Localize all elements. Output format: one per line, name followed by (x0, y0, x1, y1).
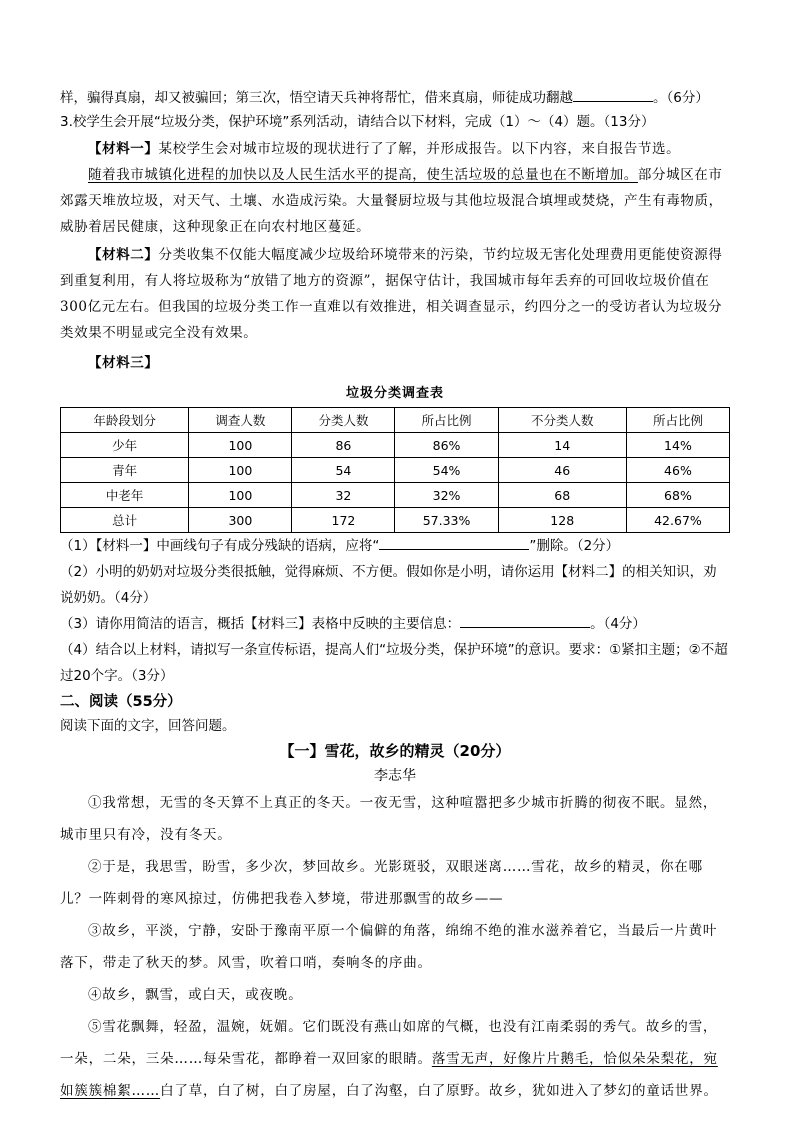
material3-label: 【材料三】 (88, 355, 159, 371)
material1-intro (60, 136, 730, 162)
table-cell: 100 (189, 483, 292, 508)
table-cell: 100 (189, 433, 292, 458)
document-page (60, 86, 730, 1107)
table-title: 垃圾分类调查表 (345, 386, 444, 401)
paragraph-5 (60, 1011, 730, 1107)
sub1-before: （1）【材料一】中画线句子有成分残缺的语病，应将“ (60, 538, 380, 554)
header-cell: 所占比例 (395, 408, 498, 433)
table-cell: 54% (395, 458, 498, 483)
table-cell: 300 (189, 508, 292, 533)
header-cell: 不分类人数 (498, 408, 626, 433)
sub-question-4: （4）结合以上材料，请拟写一条宣传标语，提高人们“垃圾分类，保护环境”的意识。要求：①紧扣主题；②不超过20个字。（3分） (60, 642, 728, 684)
table-cell: 86 (292, 433, 395, 458)
sub-question-3 (60, 611, 730, 637)
material1-body (60, 162, 730, 240)
material2-text: 分类收集不仅能大幅度减少垃圾给环境带来的污染，节约垃圾无害化处理费用更能使资源得到重复利用，有人将垃圾称为“放错了地方的资源”，据保守估计，我国城市每年丢弃的可回收垃圾价值在300亿元左右。但我国的垃圾分类工作一直难以有效推进，相关调查显示，约四分之一的受访者认为垃圾分类效果不明显或完全没有效果。 (60, 247, 723, 341)
intro-text: 样，骗得真扇，却又被骗回；第三次，悟空请天兵神将帮忙，借来真扇，师徒成功翻越 (60, 90, 573, 106)
table-cell: 172 (292, 508, 395, 533)
row-label: 总计 (61, 508, 189, 533)
paragraph-1: ①我常想，无雪的冬天算不上真正的冬天。一夜无雪，这种喧嚣把多少城市折腾的彻夜不眠。显然，城市里只有冷，没有冬天。 (60, 795, 718, 843)
table-cell: 46% (626, 458, 729, 483)
p5-before: ⑤雪花飘舞，轻盈，温婉，妩媚。它们既没有燕山如席的气概，也没有江南柔弱的秀气。故乡的雪，一朵，二朵，三朵……每朵雪花，都睁着一双回家的眼睛。 (60, 1019, 718, 1067)
table-row (61, 483, 730, 508)
intro-score: 。（6分） (653, 90, 709, 106)
row-label: 少年 (61, 433, 189, 458)
sub3-after: 。（4分） (590, 616, 646, 632)
table-cell: 128 (498, 508, 626, 533)
material1-underlined-sentence: 随着我市城镇化进程的加快以及人民生活水平的提高，使生活垃圾的总量也在不断增加。 (88, 167, 638, 183)
question3-stem: 3.校学生会开展“垃圾分类，保护环境”系列活动，请结合以下材料，完成（1）～（4）题。（13分） (60, 114, 655, 130)
survey-table (60, 407, 730, 533)
table-cell: 100 (189, 458, 292, 483)
table-cell: 57.33% (395, 508, 498, 533)
material2-label: 【材料二】 (88, 247, 159, 263)
table-cell: 14% (626, 433, 729, 458)
table-cell: 54 (292, 458, 395, 483)
sub1-after: ”删除。（2分） (529, 538, 620, 554)
header-cell: 调查人数 (189, 408, 292, 433)
intro-line (60, 86, 730, 110)
table-cell: 32% (395, 483, 498, 508)
table-cell: 32 (292, 483, 395, 508)
table-cell: 42.67% (626, 508, 729, 533)
article-title: 【一】雪花，故乡的精灵（20分） (279, 742, 511, 760)
answer-blank-1[interactable] (379, 535, 529, 550)
table-cell: 86% (395, 433, 498, 458)
section2-heading: 二、阅读（55分） (60, 694, 182, 710)
paragraph-2: ②于是，我思雪，盼雪，多少次，梦回故乡。光影斑驳，双眼迷离……雪花，故乡的精灵，你在哪儿？一阵刺骨的寒风掠过，仿佛把我卷入梦境，带进那飘雪的故乡—— (60, 859, 703, 907)
material1-label: 【材料一】 (88, 141, 159, 157)
table-row (61, 508, 730, 533)
p5-after: 白了草，白了树，白了房屋，白了沟壑，白了原野。故乡，犹如进入了梦幻的童话世界。 (160, 1083, 718, 1099)
material2 (60, 242, 730, 346)
answer-blank-3[interactable] (460, 613, 590, 628)
answer-blank-intro[interactable] (573, 87, 653, 102)
paragraph-3: ③故乡，平淡，宁静，安卧于豫南平原一个偏僻的角落，绵绵不绝的淮水滋养着它，当最后一片黄叶落下，带走了秋天的梦。风雪，吹着口哨，奏响冬的序曲。 (60, 923, 718, 971)
table-cell: 68 (498, 483, 626, 508)
sub3-before: （3）请你用简洁的语言，概括【材料三】表格中反映的主要信息： (60, 616, 461, 632)
header-cell: 分类人数 (292, 408, 395, 433)
row-label: 中老年 (61, 483, 189, 508)
material1-intro-text: 某校学生会对城市垃圾的现状进行了了解，并形成报告。以下内容，来自报告节选。 (158, 141, 681, 157)
material1-rest: 部分城区在市郊露天堆放垃圾，对天气、土壤、水造成污染。大量餐厨垃圾与其他垃圾混合填埋或焚烧，产生有毒物质，威胁着居民健康，这种现象正在向农村地区蔓延。 (60, 167, 723, 235)
paragraph-4: ④故乡，飘雪，或白天，或夜晚。 (88, 987, 303, 1003)
article-author: 李志华 (374, 768, 416, 784)
table-cell: 14 (498, 433, 626, 458)
header-cell: 所占比例 (626, 408, 729, 433)
sub-question-1 (60, 533, 730, 559)
table-header-row (61, 408, 730, 433)
table-cell: 46 (498, 458, 626, 483)
sub-question-2: （2）小明的奶奶对垃圾分类很抵触，觉得麻烦、不方便。假如你是小明，请你运用【材料二】的相关知识，劝说奶奶。（4分） (60, 564, 717, 606)
table-row (61, 458, 730, 483)
row-label: 青年 (61, 458, 189, 483)
header-cell: 年龄段划分 (61, 408, 189, 433)
section2-instruction: 阅读下面的文字，回答问题。 (60, 718, 236, 734)
table-cell: 68% (626, 483, 729, 508)
p5-underlined: 落雪无声，好像片片鹅毛，恰似朵朵梨花，宛如簇簇棉絮…… (60, 1051, 718, 1099)
table-row (61, 433, 730, 458)
